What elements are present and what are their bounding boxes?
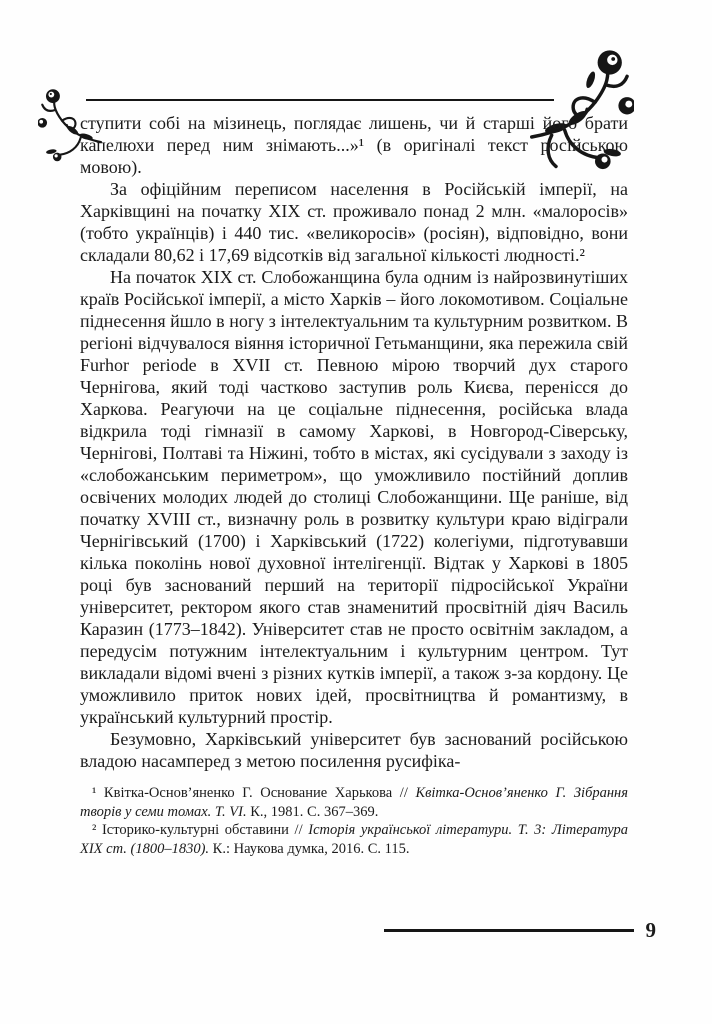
- footnotes: [80, 784, 628, 858]
- footer-rule: [384, 929, 634, 932]
- page-number: 9: [645, 918, 656, 942]
- paragraph: ступити собі на мізинець, поглядає лишень, чи й старші його брати капелюхи перед ним знімають...»¹ (в оригіналі текст російською мовою).: [80, 113, 628, 177]
- page-body: [80, 112, 628, 858]
- paragraph: За офіційним переписом населення в Російській імперії, на Харківщині на початку XIX ст. проживало понад 2 млн. «малоросів» (тобто українців) і 440 тис. «великоросів» (росіян), відповідно, вони складали 80,62 і 17,69 відсотків від загальної кількості людності.²: [80, 179, 628, 265]
- header-rule: [86, 99, 554, 101]
- paragraph: На початок XIX ст. Слобожанщина була одним із найрозвинутіших країв Російської імперії, а місто Харків – його локомотивом. Соціальне піднесення йшло в ногу з інтелектуальним та культурним розвитком. В регіоні відчувалося віяння історичної Гетьманщини, яка пережила свій Furhor periode в XVII ст. Певною мірою творчий дух старого Чернігова, який тоді частково заступив роль Києва, перенісся до Харкова. Реагуючи на це соціальне піднесення, російська влада відкрила тоді гімназії в самому Харкові, в Новгород-Сіверську, Чернігові, Полтаві та Ніжині, тобто в містах, які сусідували з заходу із «слобожанським периметром», що уможливило постійний доплив освічених молодих людей до столиці Слобожанщини. Ще раніше, від початку XVIII ст., визначну роль в розвитку культури краю відіграли Чернігівський (1700) і Харківський (1722) колегіуми, підготувавши кілька поколінь нової духовної інтелігенції. Відтак у Харкові в 1805 році був заснований перший на території підросійської України університет, ректором якого став знаменитий просвітній діяч Василь Каразин (1773–1842). Університет став не просто освітнім закладом, а передусім потужним інтелектуальним і культурним центром. Тут викладали відомі вчені з різних кутків імперії, а також з-за кордону. Це уможливило приток нових ідей, просвітництва й романтизму, в український культурний простір.: [80, 267, 628, 727]
- page-footer: [80, 920, 656, 941]
- footnote-1: ¹ Квітка-Основ’яненко Г. Основание Харькова // Квітка-Основ’яненко Г. Зібрання творів у семи томах. Т. VI. К., 1981. С. 367–369.: [80, 785, 628, 820]
- footnote-2: ² Історико-культурні обставини // Історія української літератури. Т. 3: Література XIX ст. (1800–1830). К.: Наукова думка, 2016. С. 115.: [80, 822, 628, 857]
- paragraph: Безумовно, Харківський університет був заснований російською владою насамперед з метою посилення русифіка-: [80, 729, 628, 771]
